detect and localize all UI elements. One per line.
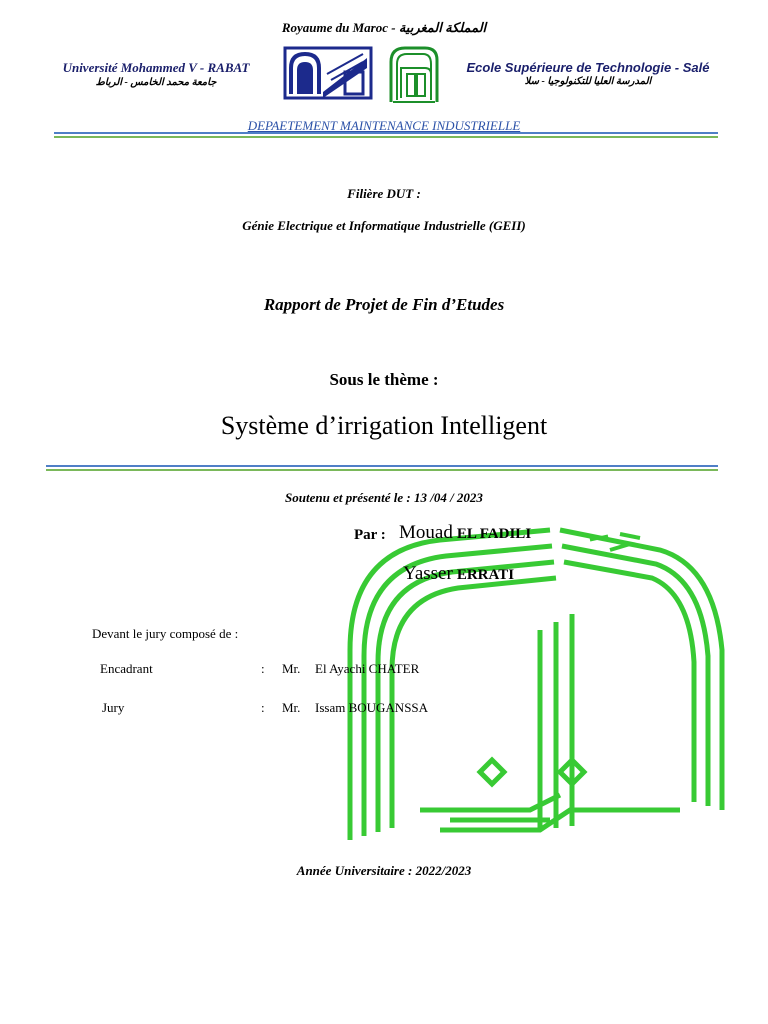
author-first-name: Yasser bbox=[403, 563, 453, 584]
authors-label: Par : bbox=[354, 527, 386, 543]
jury-separator: : bbox=[261, 700, 265, 715]
jury-name: El Ayachi CHATER bbox=[315, 661, 420, 676]
jury-intro: Devant le jury composé de : bbox=[92, 626, 239, 641]
divider-green-top bbox=[54, 136, 718, 138]
program-name: Génie Electrique et Informatique Industrielle (GEII) bbox=[242, 218, 526, 233]
defense-date: Soutenu et présenté le : 13 /04 / 2023 bbox=[285, 490, 483, 505]
author-1 bbox=[399, 522, 531, 544]
university-name-fr: Université Mohammed V - RABAT bbox=[62, 60, 250, 75]
divider-green-title bbox=[46, 469, 718, 471]
school-name-fr: Ecole Supérieure de Technologie - Salé bbox=[466, 60, 710, 75]
theme-label: Sous le thème : bbox=[329, 370, 439, 389]
university-block bbox=[36, 60, 276, 88]
jury-title: Mr. bbox=[282, 700, 301, 715]
kingdom-header: Royaume du Maroc - المملكة المغربية bbox=[281, 20, 487, 35]
divider-blue-title bbox=[46, 465, 718, 467]
program-label: Filière DUT : bbox=[347, 186, 421, 201]
school-name-ar: المدرسة العليا للتكنولوجيا - سلا bbox=[524, 76, 652, 87]
jury-title: Mr. bbox=[282, 661, 301, 676]
department-title: DEPAETEMENT MAINTENANCE INDUSTRIELLE bbox=[247, 118, 521, 133]
university-name-ar: جامعة محمد الخامس - الرباط bbox=[95, 77, 217, 88]
academic-year: Année Universitaire : 2022/2023 bbox=[296, 863, 472, 878]
author-2 bbox=[403, 563, 514, 585]
watermark-logo bbox=[330, 510, 730, 850]
jury-role: Encadrant bbox=[100, 661, 153, 676]
school-logo bbox=[383, 42, 443, 104]
school-block bbox=[448, 60, 728, 87]
university-logo bbox=[283, 44, 373, 100]
jury-role: Jury bbox=[102, 700, 125, 715]
jury-name: Issam BOUGANSSA bbox=[315, 700, 429, 715]
author-last-name: ERRATI bbox=[456, 567, 515, 583]
author-last-name: EL FADILI bbox=[456, 526, 532, 542]
jury-separator: : bbox=[261, 661, 265, 676]
author-first-name: Mouad bbox=[399, 522, 453, 543]
report-type: Rapport de Projet de Fin d’Etudes bbox=[263, 295, 505, 314]
report-title: Système d’irrigation Intelligent bbox=[220, 411, 548, 440]
